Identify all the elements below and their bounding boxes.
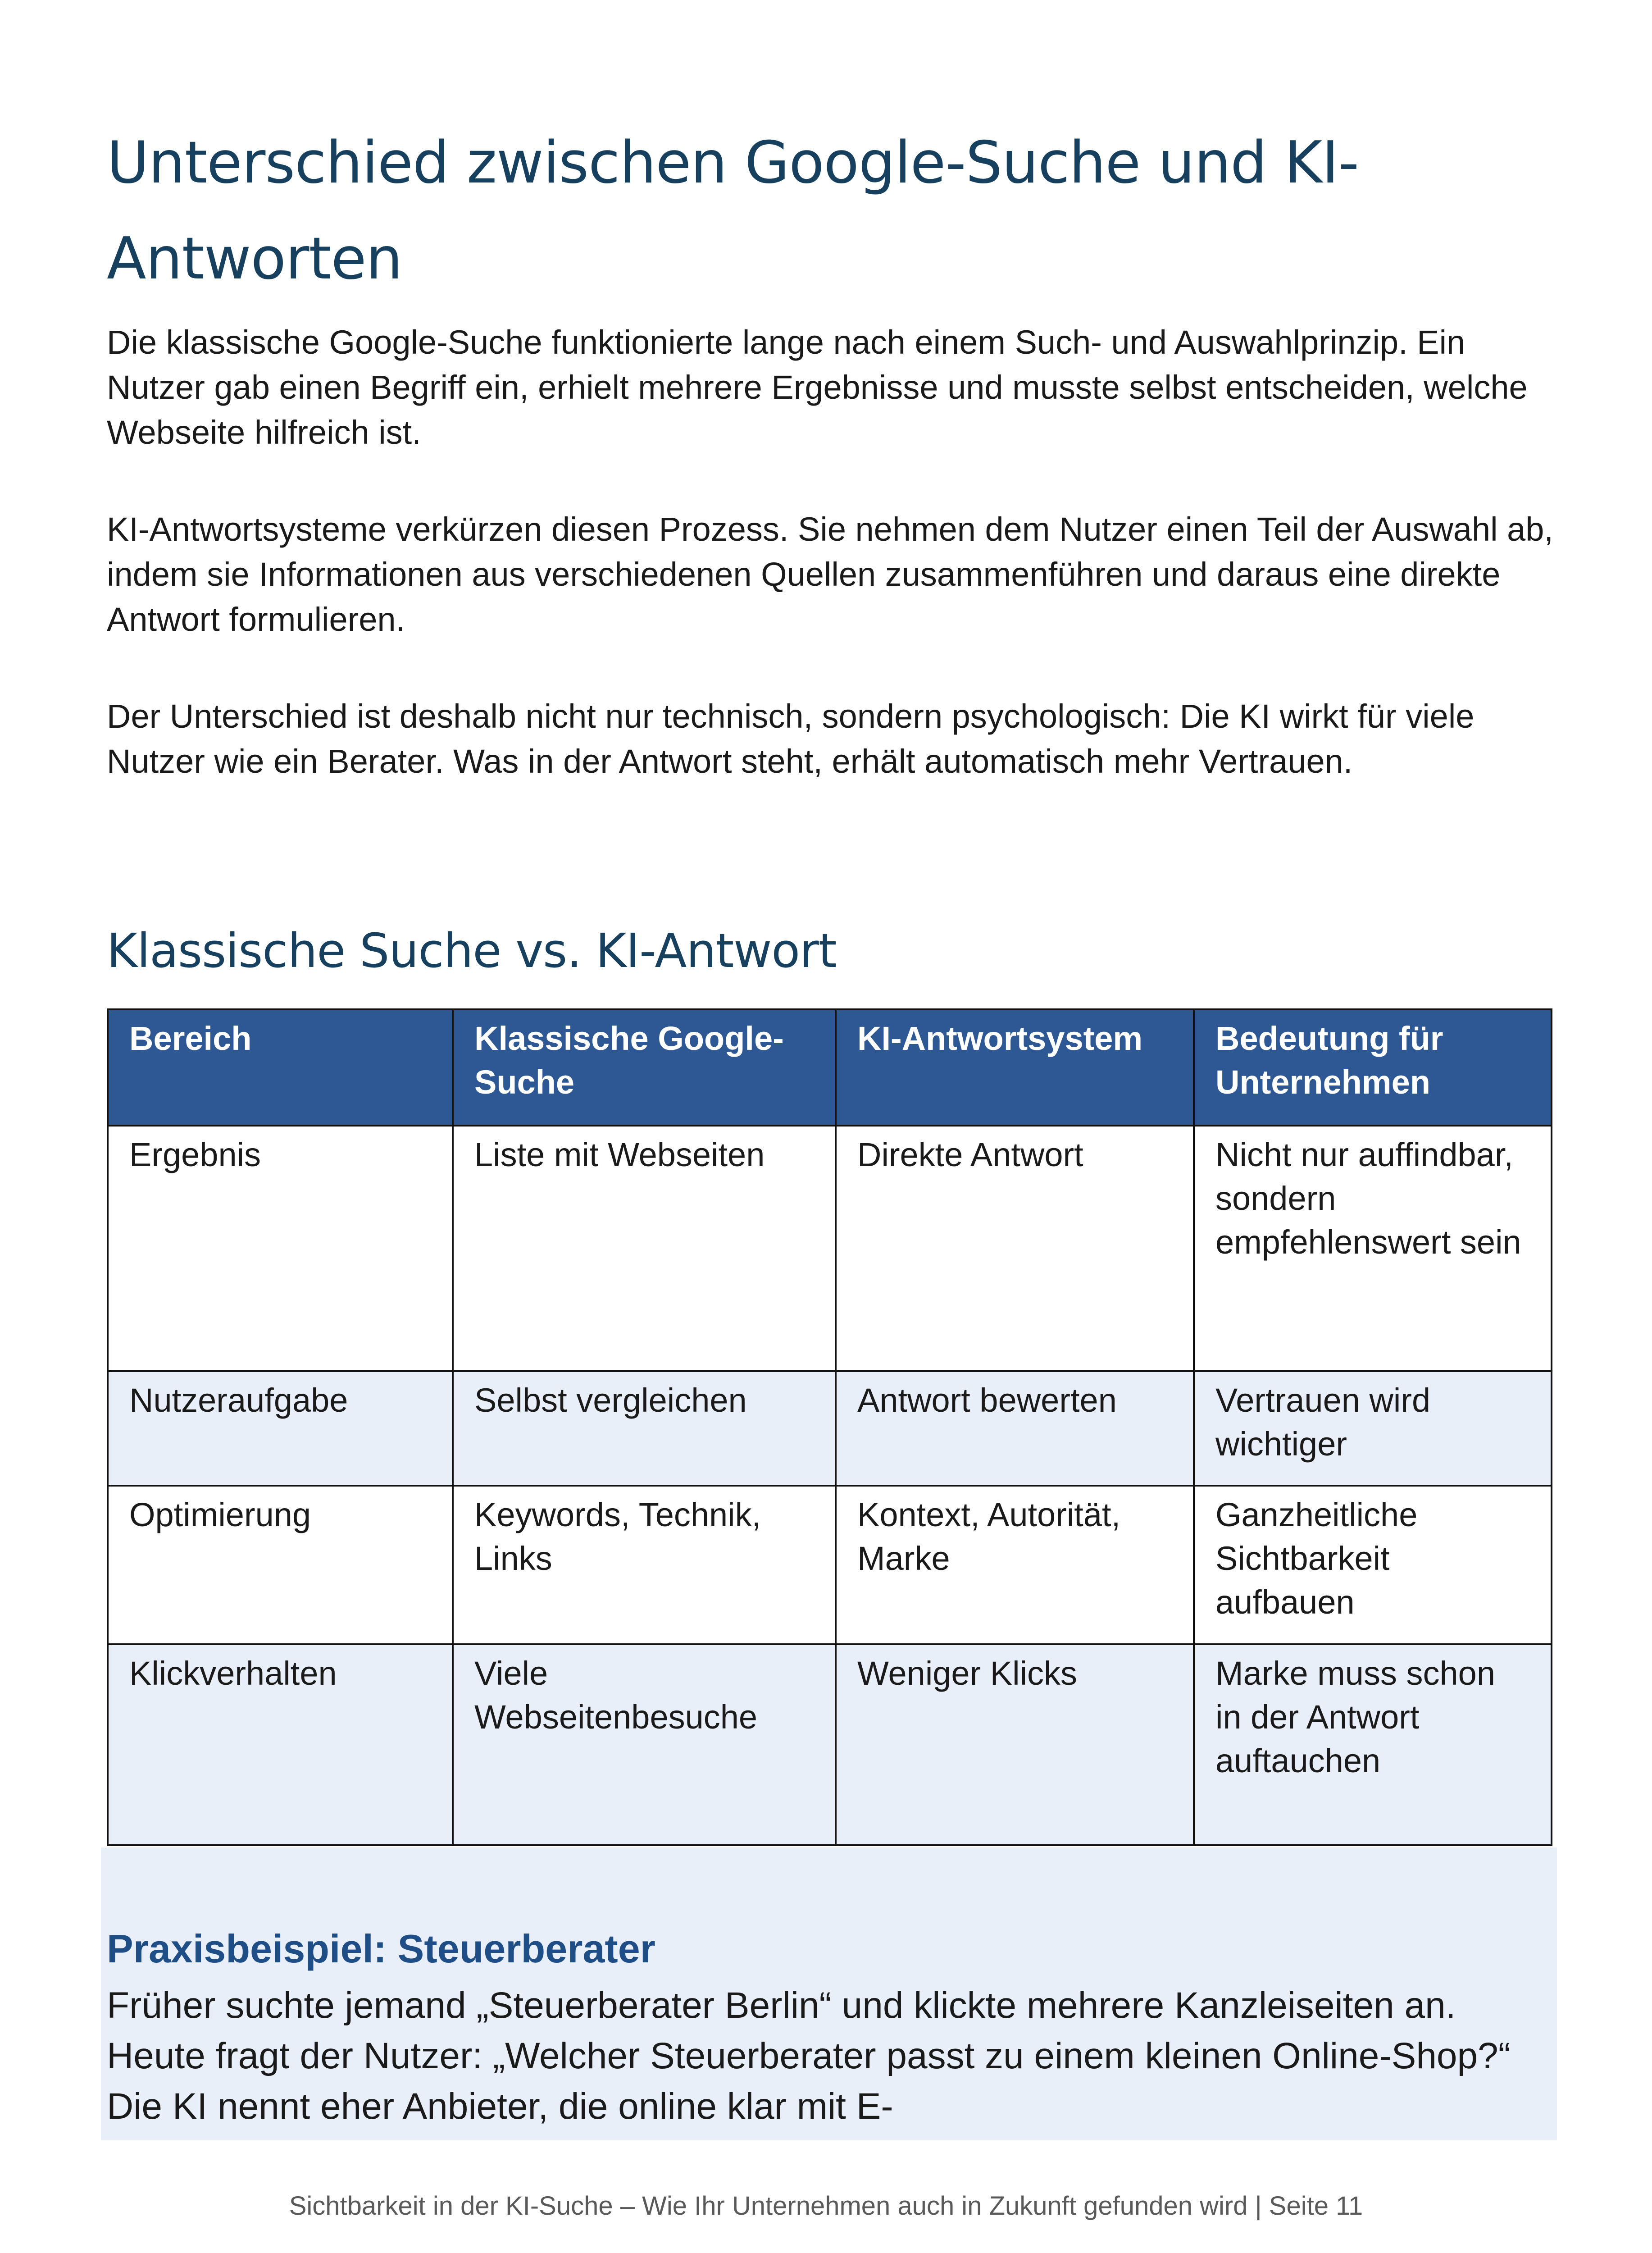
table-row: [108, 1126, 1552, 1371]
table-cell: Weniger Klicks: [836, 1644, 1194, 1845]
table-header-cell: Bereich: [108, 1009, 453, 1126]
table-row: [108, 1644, 1552, 1845]
table-cell: Viele Webseitenbesuche: [453, 1644, 836, 1845]
table-cell: Marke muss schon in der Antwort auftauchen: [1194, 1644, 1552, 1845]
table-header-cell: Bedeutung für Unternehmen: [1194, 1009, 1552, 1126]
paragraph-ki-systems: KI-Antwortsysteme verkürzen diesen Prozess. Sie nehmen dem Nutzer einen Teil der Auswahl ab, indem sie Informationen aus verschiedenen Quellen zusammenführen und daraus eine direkte Antwort formulieren.: [107, 511, 1553, 638]
table-cell: Antwort bewerten: [836, 1371, 1194, 1486]
table-cell: Direkte Antwort: [836, 1126, 1194, 1371]
example-title: Praxisbeispiel: Steuerberater: [107, 1926, 655, 1971]
comparison-table: [107, 1008, 1552, 1846]
table-header-row: [108, 1009, 1552, 1126]
paragraph-difference: Der Unterschied ist deshalb nicht nur technisch, sondern psychologisch: Die KI wirkt für viele Nutzer wie ein Berater. Was in der Antwort steht, erhält automatisch mehr Vertrauen.: [107, 698, 1475, 780]
table-row: [108, 1486, 1552, 1644]
table-cell: Liste mit Webseiten: [453, 1126, 836, 1371]
example-text: Früher suchte jemand „Steuerberater Berlin“ und klickte mehrere Kanzleiseiten an. Heute fragt der Nutzer: „Welcher Steuerberater passt zu einem kleinen Online-Shop?“ Die KI nennt eher Anbieter, die online klar mit E-: [107, 1985, 1511, 2127]
table-cell: Ganzheitliche Sichtbarkeit aufbauen: [1194, 1486, 1552, 1644]
table-cell: Kontext, Autorität, Marke: [836, 1486, 1194, 1644]
table-cell: Selbst vergleichen: [453, 1371, 836, 1486]
table-cell: Ergebnis: [108, 1126, 453, 1371]
page-heading: Unterschied zwischen Google-Suche und KI-Antworten: [107, 129, 1359, 292]
table-header-cell: Klassische Google-Suche: [453, 1009, 836, 1126]
section-heading: Klassische Suche vs. KI-Antwort: [107, 923, 837, 978]
table-cell: Nicht nur auffindbar, sondern empfehlenswert sein: [1194, 1126, 1552, 1371]
table-cell: Vertrauen wird wichtiger: [1194, 1371, 1552, 1486]
table-cell: Optimierung: [108, 1486, 453, 1644]
page-footer: Sichtbarkeit in der KI-Suche – Wie Ihr Unternehmen auch in Zukunft gefunden wird | Seite 11: [289, 2191, 1363, 2221]
table-cell: Nutzeraufgabe: [108, 1371, 453, 1486]
table-header-cell: KI-Antwortsystem: [836, 1009, 1194, 1126]
table-cell: Keywords, Technik, Links: [453, 1486, 836, 1644]
table-row: [108, 1371, 1552, 1486]
paragraph-intro: Die klassische Google-Suche funktionierte lange nach einem Such- und Auswahlprinzip. Ein Nutzer gab einen Begriff ein, erhielt mehrere Ergebnisse und musste selbst entscheiden, welche Webseite hilfreich ist.: [107, 324, 1528, 451]
table-cell: Klickverhalten: [108, 1644, 453, 1845]
